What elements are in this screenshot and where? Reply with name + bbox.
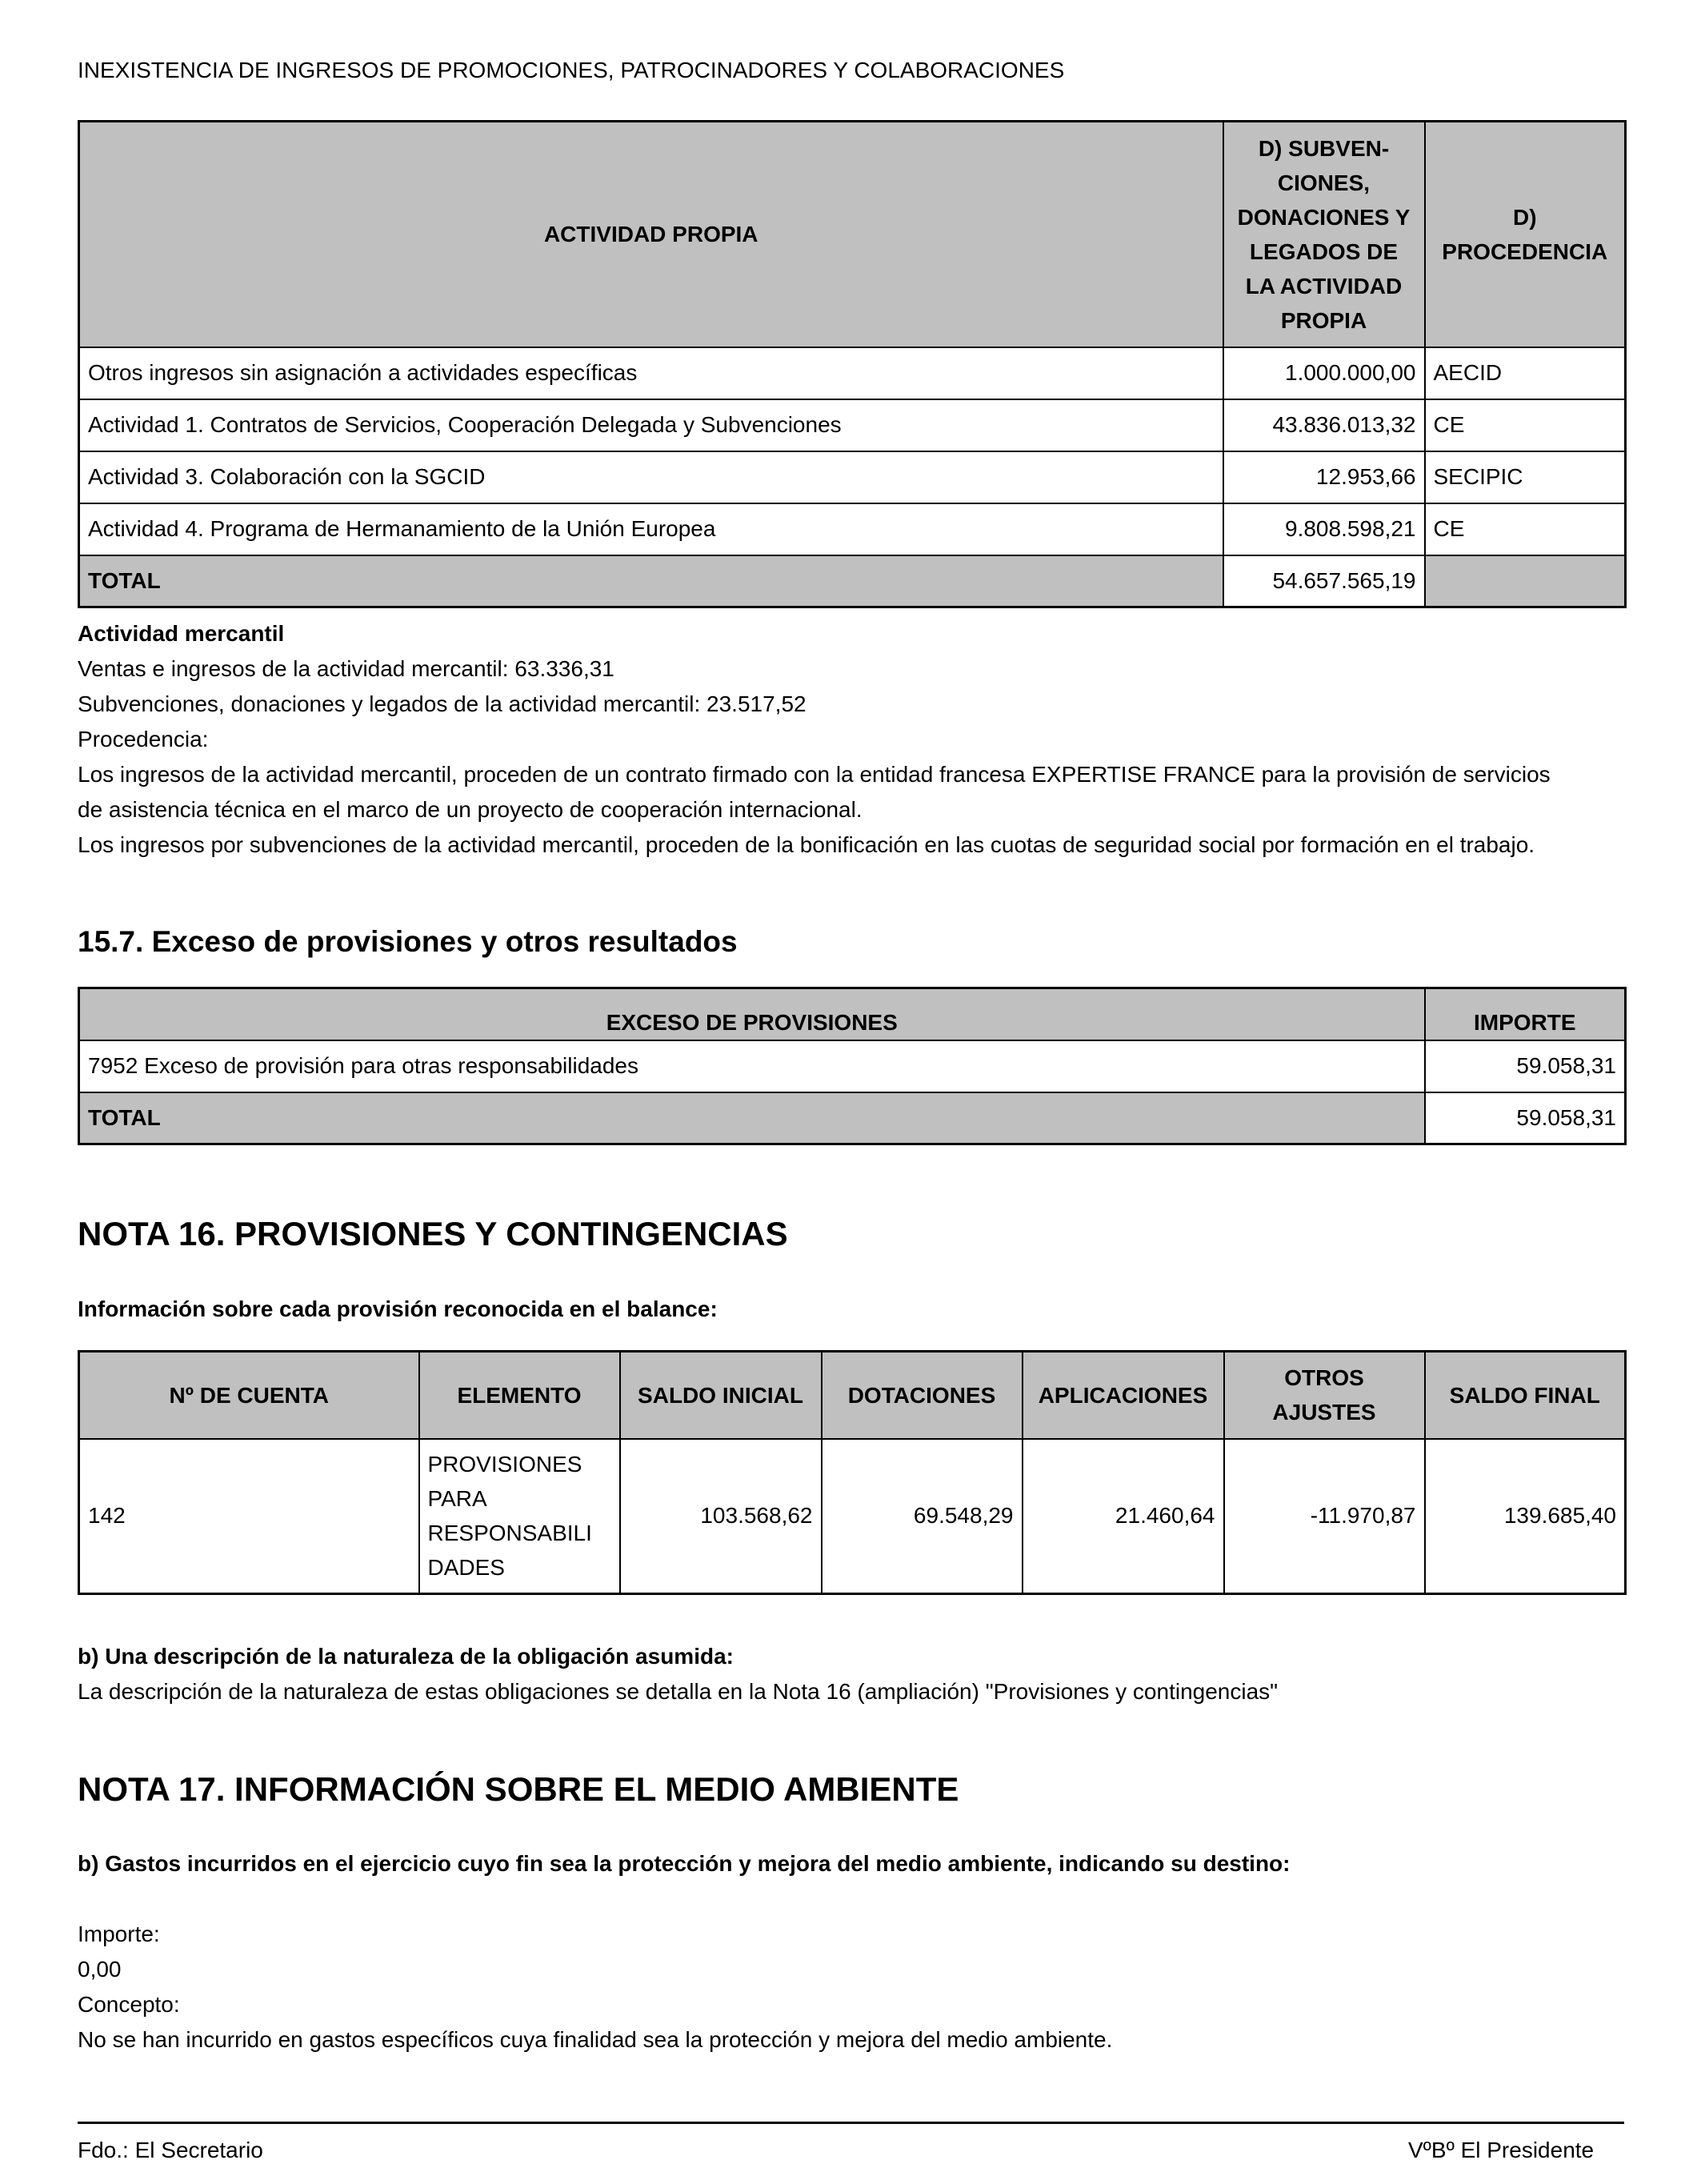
header-aplicaciones: APLICACIONES bbox=[1023, 1352, 1224, 1439]
mercantil-section bbox=[78, 616, 1638, 863]
nota16-subtitle: Información sobre cada provisión reconocida en el balance: bbox=[78, 1296, 718, 1321]
row-label: Actividad 4. Programa de Hermanamiento de la Unión Europea bbox=[79, 503, 1223, 555]
nota16-b-section bbox=[78, 1639, 1638, 1709]
nota16-b-heading: b) Una descripción de la naturaleza de la obligación asumida: bbox=[78, 1644, 734, 1669]
nota16-b-text: La descripción de la naturaleza de estas obligaciones se detalla en la Nota 16 (ampliación) "Provisiones y contingencias" bbox=[78, 1679, 1279, 1704]
actividad-propia-table bbox=[78, 120, 1627, 608]
row-label: Actividad 1. Contratos de Servicios, Cooperación Delegada y Subvenciones bbox=[79, 399, 1223, 451]
table-row bbox=[79, 347, 1626, 399]
provisiones-table bbox=[78, 1350, 1627, 1595]
concepto-text: No se han incurrido en gastos específicos cuya finalidad sea la protección y mejora del medio ambiente. bbox=[78, 2027, 1113, 2052]
mercantil-line: Ventas e ingresos de la actividad mercantil: 63.336,31 bbox=[78, 656, 614, 681]
nota17-b-heading: b) Gastos incurridos en el ejercicio cuyo fin sea la protección y mejora del medio ambiente, indicando su destino: bbox=[78, 1851, 1291, 1876]
row-amount: 12.953,66 bbox=[1223, 451, 1425, 503]
cuenta-cell: 142 bbox=[79, 1439, 419, 1594]
total-label: TOTAL bbox=[79, 555, 1223, 607]
table-row bbox=[79, 1439, 1626, 1594]
saldo-inicial-cell: 103.568,62 bbox=[620, 1439, 822, 1594]
header-saldo-final: SALDO FINAL bbox=[1425, 1352, 1626, 1439]
row-amount: 59.058,31 bbox=[1425, 1040, 1626, 1092]
row-procedencia: CE bbox=[1425, 503, 1626, 555]
header-otros-ajustes: OTROS AJUSTES bbox=[1224, 1352, 1425, 1439]
nota17-details bbox=[78, 1917, 1598, 2058]
dotaciones-cell: 69.548,29 bbox=[822, 1439, 1023, 1594]
header-importe: IMPORTE bbox=[1425, 988, 1626, 1040]
nota16-title: NOTA 16. PROVISIONES Y CONTINGENCIAS bbox=[78, 1215, 788, 1252]
importe-label: Importe: bbox=[78, 1922, 160, 1946]
row-label: Otros ingresos sin asignación a actividades específicas bbox=[79, 347, 1223, 399]
top-title: INEXISTENCIA DE INGRESOS DE PROMOCIONES, PATROCINADORES Y COLABORACIONES bbox=[78, 58, 1065, 82]
header-subvenciones: D) SUBVEN- CIONES, DONACIONES Y LEGADOS DE LA ACTIVIDAD PROPIA bbox=[1223, 122, 1425, 347]
header-saldo-inicial: SALDO INICIAL bbox=[620, 1352, 822, 1439]
mercantil-line: Los ingresos por subvenciones de la actividad mercantil, proceden de la bonificación en las cuotas de seguridad social por formación en el trabajo. bbox=[78, 832, 1535, 857]
header-dotaciones: DOTACIONES bbox=[822, 1352, 1023, 1439]
total-row bbox=[79, 555, 1626, 607]
header-actividad-propia: ACTIVIDAD PROPIA bbox=[79, 122, 1223, 347]
row-amount: 9.808.598,21 bbox=[1223, 503, 1425, 555]
mercantil-line: Subvenciones, donaciones y legados de la actividad mercantil: 23.517,52 bbox=[78, 691, 806, 716]
header-exceso: EXCESO DE PROVISIONES bbox=[79, 988, 1425, 1040]
otros-ajustes-cell: -11.970,87 bbox=[1224, 1439, 1425, 1594]
exceso-provisiones-table bbox=[78, 987, 1627, 1145]
concepto-label: Concepto: bbox=[78, 1992, 180, 2017]
aplicaciones-cell: 21.460,64 bbox=[1023, 1439, 1224, 1594]
header-elemento: ELEMENTO bbox=[419, 1352, 620, 1439]
row-procedencia: AECID bbox=[1425, 347, 1626, 399]
row-amount: 1.000.000,00 bbox=[1223, 347, 1425, 399]
total-row bbox=[79, 1092, 1626, 1144]
nota17-title: NOTA 17. INFORMACIÓN SOBRE EL MEDIO AMBIENTE bbox=[78, 1770, 959, 1808]
importe-value: 0,00 bbox=[78, 1957, 122, 1982]
header-cuenta: Nº DE CUENTA bbox=[79, 1352, 419, 1439]
mercantil-line: Los ingresos de la actividad mercantil, proceden de un contrato firmado con la entidad francesa EXPERTISE FRANCE para la provisión de servicios bbox=[78, 762, 1551, 787]
table-row bbox=[79, 451, 1626, 503]
footer-rule bbox=[78, 2122, 1624, 2124]
footer-presidente: VºBº El Presidente bbox=[1408, 2138, 1595, 2162]
table-row bbox=[79, 1040, 1626, 1092]
section-157-title: 15.7. Exceso de provisiones y otros resultados bbox=[78, 925, 738, 958]
row-procedencia: CE bbox=[1425, 399, 1626, 451]
total-value: 59.058,31 bbox=[1425, 1092, 1626, 1144]
saldo-final-cell: 139.685,40 bbox=[1425, 1439, 1626, 1594]
footer-secretario: Fdo.: El Secretario bbox=[78, 2138, 263, 2162]
total-empty-cell bbox=[1425, 555, 1626, 607]
table-row bbox=[79, 503, 1626, 555]
total-label: TOTAL bbox=[79, 1092, 1425, 1144]
header-procedencia: D) PROCEDENCIA bbox=[1425, 122, 1626, 347]
mercantil-line: Procedencia: bbox=[78, 727, 209, 751]
elemento-cell: PROVISIONES PARA RESPONSABILI DADES bbox=[419, 1439, 620, 1594]
mercantil-heading: Actividad mercantil bbox=[78, 621, 285, 646]
mercantil-line: de asistencia técnica en el marco de un proyecto de cooperación internacional. bbox=[78, 797, 863, 822]
row-label: Actividad 3. Colaboración con la SGCID bbox=[79, 451, 1223, 503]
row-label: 7952 Exceso de provisión para otras responsabilidades bbox=[79, 1040, 1425, 1092]
total-value: 54.657.565,19 bbox=[1223, 555, 1425, 607]
row-amount: 43.836.013,32 bbox=[1223, 399, 1425, 451]
row-procedencia: SECIPIC bbox=[1425, 451, 1626, 503]
table-row bbox=[79, 399, 1626, 451]
